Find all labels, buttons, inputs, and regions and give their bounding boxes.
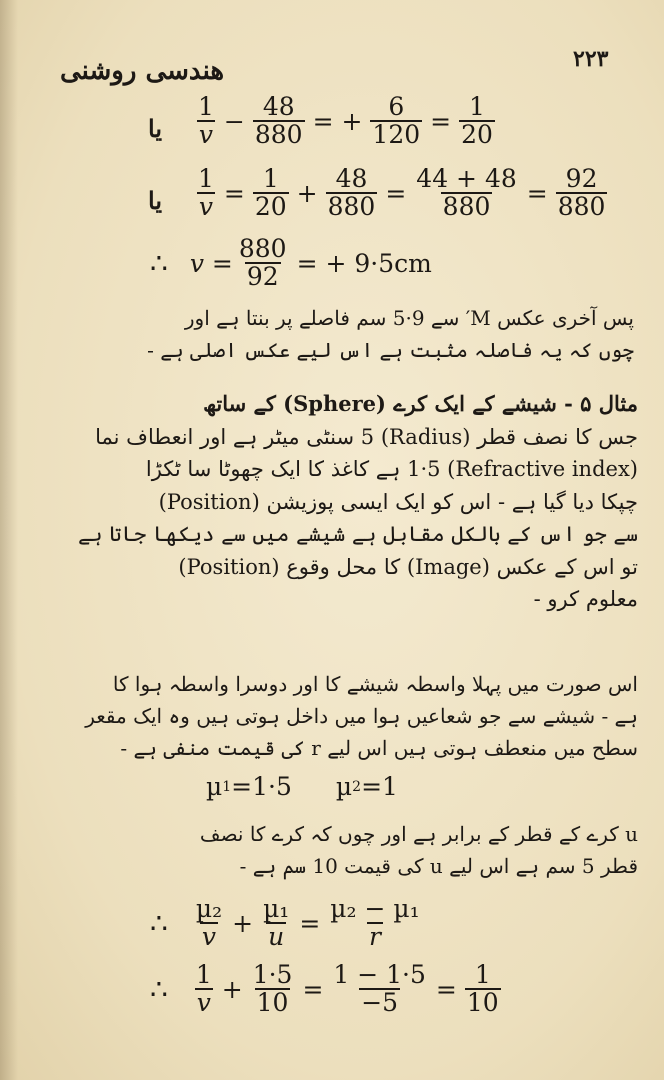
text-line: u کرے کے قطر کے برابر ہے اور چوں کہ کرے کا نصف	[199, 822, 638, 846]
text-line: سطح میں منعطف ہوتی ہیں اس لیے r کی قیمت منفی ہے -	[120, 736, 638, 760]
fraction: $\frac{1}{v}$	[198, 164, 214, 222]
text-line: پس آخری عکس M′ سے 9·5 سم فاصلے پر بنتا ہے اور	[184, 306, 634, 330]
ya-label: یا	[148, 186, 162, 215]
text-line: قطر 5 سم ہے اس لیے u کی قیمت 10 سم ہے -	[239, 854, 638, 878]
fraction: $\frac{\text{µ₂}}{v}$	[195, 894, 223, 952]
equation-3: ∴ v = $\frac{880}{92}$ = + 9·5cm	[150, 234, 432, 292]
equation-1: $\frac{1}{v}$ − $\frac{48}{880}$ = + $\frac{6}{120}$ = $\frac{1}{20}$	[198, 92, 493, 150]
therefore-symbol: ∴	[150, 246, 168, 280]
fraction: $\frac{1}{v}$	[198, 92, 214, 150]
equation-2: $\frac{1}{v}$ = $\frac{1}{20}$ + $\frac{48}{880}$ = $\frac{44 + 48}{880}$ = $\frac{92}{880}$	[198, 164, 606, 222]
ya-label: یا	[148, 114, 162, 143]
fraction: $\frac{\text{µ₁}}{u}$	[263, 894, 290, 952]
fraction: $\frac{1}{v}$	[195, 960, 212, 1018]
paragraph-explanation	[18, 668, 638, 764]
refractive-index-values: µ 1 =1·5 µ 2 =1	[206, 772, 398, 801]
paragraph-example-5	[18, 388, 638, 616]
text-line: چپکا دیا گیا ہے - اس کو ایک ایسی پوزیشن (Position)	[158, 489, 638, 514]
fraction: $\frac{1 - 1\cdot 5}{-5}$	[333, 960, 426, 1018]
fraction: $\frac{1}{20}$	[461, 92, 493, 150]
fraction: $\frac{92}{880}$	[557, 164, 606, 222]
equation-5: ∴ $\frac{1}{v}$ + $\frac{1\cdot 5}{10}$ = $\frac{1 - 1\cdot 5}{-5}$ = $\frac{1}{10}$	[150, 960, 499, 1018]
text-line: مثال ۵ - شیشے کے ایک کرے (Sphere) کے ساتھ	[203, 391, 638, 416]
text-line: معلوم کرو -	[533, 587, 638, 612]
paragraph-u-value	[18, 818, 638, 882]
text-line: اس صورت میں پہلا واسطہ شیشے کا اور دوسرا واسطہ ہوا کا	[112, 672, 638, 696]
page-number: ۲۲۳	[573, 46, 609, 72]
fraction: $\frac{44 + 48}{880}$	[416, 164, 517, 222]
fraction: $\frac{1\cdot 5}{10}$	[252, 960, 293, 1018]
equation-4: ∴ $\frac{\text{µ₂}}{v}$ + $\frac{\text{µ₁}}{u}$ = $\frac{\text{µ₂ − µ₁}}{r}$	[150, 894, 420, 952]
fraction: $\frac{1}{20}$	[254, 164, 287, 222]
paragraph-result	[34, 302, 634, 366]
fraction: $\frac{48}{880}$	[254, 92, 303, 150]
fraction: $\frac{1}{10}$	[466, 960, 499, 1018]
therefore-symbol: ∴	[150, 972, 168, 1006]
text-line: چوں کہ یہ فاصلہ مثبت ہے اس لیے عکس اصلی ہے -	[147, 338, 634, 362]
chapter-title: هندسی روشنی	[60, 56, 225, 86]
text-line: (Refractive index) 1·5 ہے کاغذ کا ایک چھوٹا سا ٹکڑا	[145, 457, 638, 482]
fraction: $\frac{48}{880}$	[327, 164, 376, 222]
therefore-symbol: ∴	[150, 906, 168, 940]
text-line: جس کا نصف قطر (Radius) 5 سنٹی میٹر ہے اور انعطاف نما	[95, 424, 638, 449]
fraction: $\frac{\text{µ₂ − µ₁}}{r}$	[330, 894, 420, 952]
text-line: ہے - شیشے سے جو شعاعیں ہوا میں داخل ہوتی ہیں وہ ایک مقعر	[85, 704, 638, 728]
text-line: تو اس کے عکس (Image) کا محل وقوع (Position)	[178, 554, 638, 579]
text-line: سے جو اس کے بالکل مقابل ہے شیشے میں سے دیکھا جاتا ہے	[78, 522, 638, 547]
fraction: $\frac{880}{92}$	[238, 234, 287, 292]
fraction: $\frac{6}{120}$	[372, 92, 421, 150]
page-edge-shadow	[0, 0, 18, 1080]
